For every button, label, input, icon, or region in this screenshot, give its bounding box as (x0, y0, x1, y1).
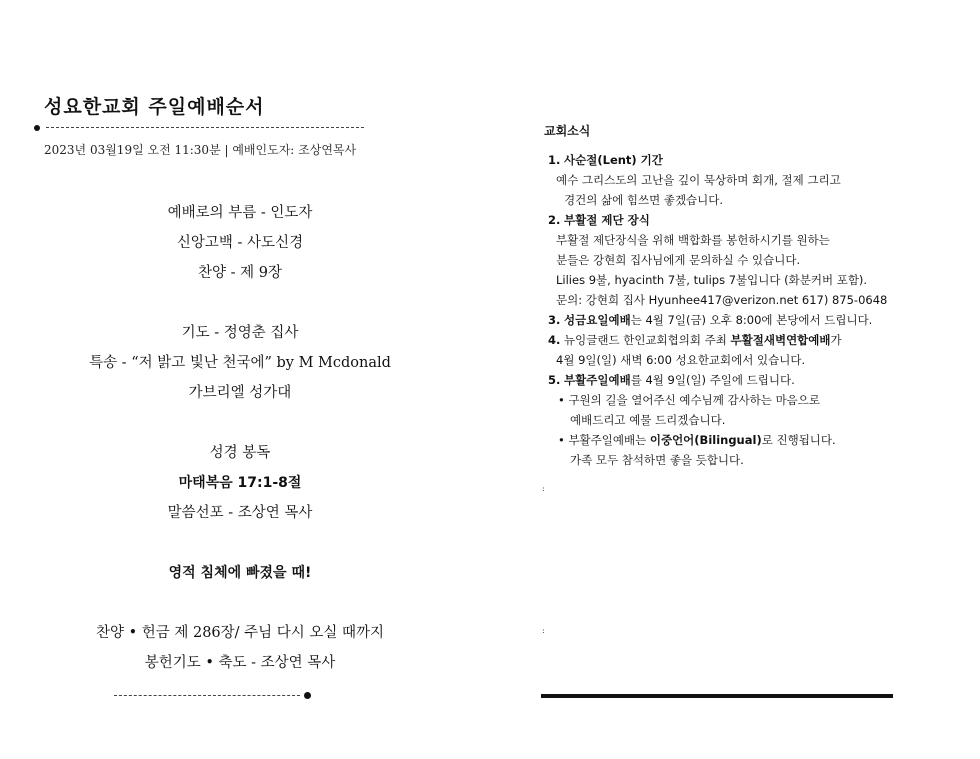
page-title: 성요한교회 주일예배순서 (44, 96, 265, 118)
order-item-special: 특송 - “저 밝고 빛난 천국에” by M Mcdonald (89, 355, 391, 371)
news-item-2-title: 2. 부활절 제단 장식 (548, 213, 650, 227)
news-item-2-line: 분들은 강현희 집사님에게 문의하실 수 있습니다. (556, 253, 801, 267)
service-info: 2023년 03월19일 오전 11:30분 | 예배인도자: 조상연목사 (44, 143, 357, 157)
top-divider (34, 122, 364, 134)
stray-mark: : (542, 484, 545, 493)
order-item-hymn: 찬양 - 제 9장 (198, 265, 282, 281)
news-item-4-line: 4월 9일(일) 새벽 6:00 성요한교회에서 있습니다. (556, 353, 806, 367)
news-item-2-line: 부활절 제단장식을 위해 백합화를 봉헌하시기를 원하는 (556, 233, 830, 247)
divider-dash (114, 695, 300, 696)
news-item-5-bullet-line: 예배드리고 예물 드리겠습니다. (570, 413, 726, 427)
news-item-5-bullet: • 구원의 길을 열어주신 예수님께 감사하는 마음으로 (558, 393, 821, 407)
order-item-offering: 찬양 • 헌금 제 286장/ 주님 다시 오실 때까지 (95, 625, 385, 641)
order-item-prayer: 기도 - 정영춘 집사 (181, 325, 299, 341)
order-item-sermon: 말씀선포 - 조상연 목사 (167, 505, 313, 521)
news-item-2-line: Lilies 9불, hyacinth 7불, tulips 7불입니다 (화분커버 포함). (556, 273, 868, 287)
news-title: 교회소식 (544, 124, 591, 138)
order-item-benediction: 봉헌기도 • 축도 - 조상연 목사 (144, 655, 336, 671)
right-page (490, 0, 980, 759)
bottom-divider (114, 690, 314, 702)
news-item-1-line: 경건의 삶에 힘쓰면 좋겠습니다. (564, 193, 724, 207)
news-item-1-title: 1. 사순절(Lent) 기간 (548, 153, 663, 167)
order-gap (0, 528, 480, 558)
left-page (0, 0, 480, 759)
order-item-call: 예배로의 부름 - 인도자 (167, 205, 313, 221)
divider-dot (34, 125, 40, 131)
stray-mark: : (542, 626, 545, 635)
news-list (548, 150, 968, 470)
order-gap (0, 408, 480, 438)
order-item-reading: 성경 봉독 (209, 445, 271, 461)
divider-dash (46, 127, 364, 128)
news-item-4: 4. 뉴잉글랜드 한인교회협의회 주최 부활절새벽연합예배가 (548, 333, 842, 347)
news-item-5-bullet: • 부활주일예배는 이중언어(Bilingual)로 진행됩니다. (558, 433, 836, 447)
worship-order (0, 198, 480, 678)
news-item-1-line: 예수 그리스도의 고난을 깊이 묵상하며 회개, 절제 그리고 (556, 173, 841, 187)
news-item-3: 3. 성금요일예배는 4월 7일(금) 오후 8:00에 본당에서 드립니다. (548, 313, 873, 327)
order-gap (0, 588, 480, 618)
bottom-rule (541, 694, 893, 698)
order-item-choir: 가브리엘 성가대 (188, 385, 292, 401)
news-item-2-contact: 문의: 강현희 집사 Hyunhee417@verizon.net 617) 875-0648 (556, 293, 888, 307)
order-item-scripture: 마태복음 17:1-8절 (178, 475, 302, 491)
sermon-title: 영적 침체에 빠졌을 때! (168, 565, 312, 581)
order-item-creed: 신앙고백 - 사도신경 (176, 235, 304, 251)
order-gap (0, 288, 480, 318)
news-item-5-bullet-line: 가족 모두 참석하면 좋을 듯합니다. (570, 453, 744, 467)
news-item-5: 5. 부활주일예배를 4월 9일(일) 주일에 드립니다. (548, 373, 795, 387)
divider-dot (304, 692, 311, 699)
